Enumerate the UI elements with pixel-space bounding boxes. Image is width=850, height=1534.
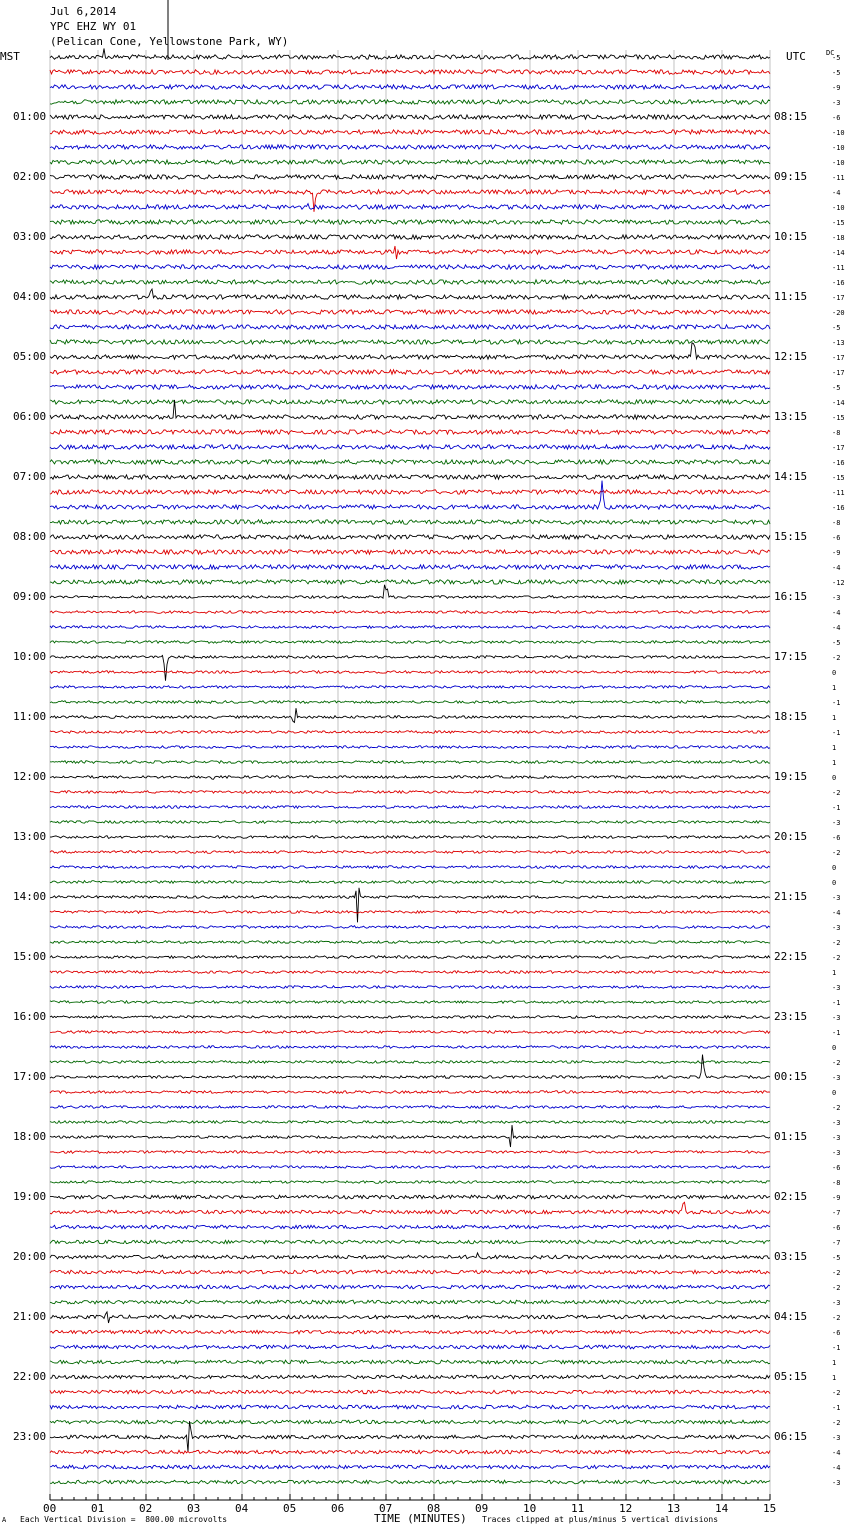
utc-hour-label: 17:15 [774,650,808,663]
dc-offset-label: 0 [832,864,837,872]
trace-32 [50,535,770,539]
dc-offset-label: 1 [832,714,837,722]
trace-78 [50,1225,770,1229]
trace-36 [50,585,770,599]
trace-92 [50,1421,770,1452]
left-timezone-label: MST [0,50,20,63]
trace-65 [50,1031,770,1034]
x-tick-label: 04 [235,1502,249,1515]
dc-offset-label: -5 [832,54,841,62]
dc-offset-label: -6 [832,834,841,842]
scale-note: Each Vertical Division = 800.00 microvolts [20,1515,228,1524]
dc-offset-label: -11 [832,174,845,182]
dc-offset-label: -1 [832,699,841,707]
trace-18 [50,325,770,329]
trace-60 [50,956,770,959]
trace-10 [50,204,770,210]
dc-offset-label: 1 [832,1374,837,1382]
dc-offset-label: -1 [832,804,841,812]
dc-offset-label: -3 [832,1299,841,1307]
mst-hour-label: 13:00 [13,830,47,843]
x-tick-label: 07 [379,1502,393,1515]
dc-offset-label: -4 [832,624,841,632]
dc-offset-label: -7 [832,1209,841,1217]
trace-86 [50,1345,770,1349]
mst-hour-label: 18:00 [13,1130,47,1143]
dc-offset-label: -2 [832,849,841,857]
dc-offset-label: -6 [832,534,841,542]
trace-66 [50,1046,770,1049]
x-tick-label: 09 [475,1502,489,1515]
mst-hour-label: 12:00 [13,770,47,783]
dc-offset-label: -16 [832,279,845,287]
dc-offset-label: -4 [832,609,841,617]
trace-57 [50,911,770,914]
trace-63 [50,1001,770,1004]
dc-offset-label: -3 [832,1119,841,1127]
dc-offset-label: -11 [832,264,845,272]
dc-offset-label: -17 [832,354,845,362]
trace-87 [50,1360,770,1364]
trace-82 [50,1285,770,1289]
trace-1 [50,70,770,74]
dc-offset-label: -2 [832,654,841,662]
dc-offset-label: -16 [832,459,845,467]
dc-offset-label: -3 [832,1149,841,1157]
utc-hour-label: 00:15 [774,1070,808,1083]
mst-hour-label: 11:00 [13,710,47,723]
dc-offset-label: -13 [832,339,845,347]
utc-hour-label: 13:15 [774,410,808,423]
trace-26 [50,445,770,449]
trace-85 [50,1330,770,1334]
dc-offset-label: 1 [832,969,837,977]
mst-hour-label: 21:00 [13,1310,47,1323]
trace-88 [50,1375,770,1379]
utc-hour-label: 04:15 [774,1310,808,1323]
right-timezone-label: UTC [786,50,806,63]
dc-offset-label: -3 [832,1134,841,1142]
x-tick-label: 14 [715,1502,729,1515]
utc-hour-label: 08:15 [774,110,808,123]
trace-93 [50,1450,770,1454]
trace-6 [50,145,770,149]
trace-43 [50,701,770,704]
dc-offset-label: 1 [832,744,837,752]
mst-hour-label: 17:00 [13,1070,47,1083]
dc-offset-label: -4 [832,909,841,917]
utc-hour-label: 05:15 [774,1370,808,1383]
dc-offset-label: -1 [832,1404,841,1412]
x-tick-label: 12 [619,1502,633,1515]
trace-83 [50,1300,770,1304]
dc-offset-label: -3 [832,894,841,902]
dc-offset-label: 0 [832,879,837,887]
dc-offset-label: -15 [832,414,845,422]
dc-offset-label: -9 [832,1194,841,1202]
dc-offset-label: -6 [832,1164,841,1172]
dc-offset-label: 1 [832,1359,837,1367]
trace-50 [50,806,770,809]
trace-68 [50,1055,770,1079]
trace-2 [50,85,770,89]
dc-offset-label: -8 [832,429,841,437]
dc-offset-label: -14 [832,399,845,407]
trace-37 [50,611,770,614]
dc-offset-label: -2 [832,1389,841,1397]
utc-hour-label: 01:15 [774,1130,808,1143]
utc-hour-label: 10:15 [774,230,808,243]
mst-hour-label: 05:00 [13,350,47,363]
dc-offset-label: -2 [832,789,841,797]
dc-offset-label: -8 [832,1179,841,1187]
dc-offset-label: -20 [832,309,845,317]
x-tick-label: 02 [139,1502,153,1515]
trace-61 [50,971,770,974]
dc-offset-label: -6 [832,114,841,122]
station-code: YPC EHZ WY 01 [50,20,137,33]
trace-9 [50,190,770,212]
dc-offset-label: -3 [832,99,841,107]
trace-23 [50,400,770,404]
trace-80 [50,1253,770,1259]
mst-hour-label: 10:00 [13,650,47,663]
dc-offset-label: -17 [832,444,845,452]
trace-54 [50,866,770,869]
dc-offset-label: -2 [832,1104,841,1112]
trace-11 [50,220,770,224]
x-tick-label: 01 [91,1502,105,1515]
trace-84 [50,1312,770,1323]
dc-offset-label: -2 [832,1059,841,1067]
trace-73 [50,1151,770,1154]
utc-hour-label: 02:15 [774,1190,808,1203]
trace-22 [50,385,770,389]
trace-48 [50,776,770,780]
dc-offset-label: 1 [832,759,837,767]
dc-offset-label: -5 [832,1254,841,1262]
utc-hour-label: 15:15 [774,530,808,543]
trace-13 [50,246,770,259]
dc-offset-label: 0 [832,669,837,677]
utc-hour-label: 06:15 [774,1430,808,1443]
trace-56 [50,888,770,923]
trace-25 [50,430,770,434]
trace-27 [50,460,770,464]
trace-30 [50,481,770,510]
dc-offset-label: -17 [832,294,845,302]
trace-94 [50,1465,770,1469]
dc-offset-label: -3 [832,1479,841,1487]
trace-8 [50,175,770,179]
dc-offset-label: -9 [832,84,841,92]
x-tick-label: 00 [43,1502,57,1515]
dc-offset-label: -8 [832,519,841,527]
trace-16 [50,289,770,299]
dc-offset-label: -10 [832,144,845,152]
trace-55 [50,881,770,884]
dc-offset-label: -5 [832,639,841,647]
trace-90 [50,1405,770,1409]
x-tick-label: 03 [187,1502,201,1515]
mst-hour-label: 23:00 [13,1430,47,1443]
dc-offset-label: -2 [832,954,841,962]
utc-hour-label: 03:15 [774,1250,808,1263]
utc-hour-label: 14:15 [774,470,808,483]
trace-58 [50,926,770,929]
dc-offset-label: -4 [832,1449,841,1457]
dc-offset-label: -2 [832,939,841,947]
x-tick-label: 11 [571,1502,585,1515]
dc-offset-label: -3 [832,1074,841,1082]
mst-hour-label: 20:00 [13,1250,47,1263]
mst-hour-label: 07:00 [13,470,47,483]
trace-20 [50,343,770,359]
utc-hour-label: 21:15 [774,890,808,903]
x-axis-ticks [50,1494,770,1500]
dc-offset-label: -3 [832,819,841,827]
trace-44 [50,708,770,722]
mst-hour-label: 08:00 [13,530,47,543]
dc-offset-label: -3 [832,984,841,992]
mst-hour-label: 03:00 [13,230,47,243]
trace-34 [50,565,770,569]
trace-47 [50,761,770,764]
trace-74 [50,1166,770,1169]
trace-21 [50,370,770,374]
dc-offset-label: -7 [832,1239,841,1247]
seismic-traces [50,49,770,1484]
dc-offset-label: -15 [832,474,845,482]
x-tick-label: 06 [331,1502,345,1515]
clip-note: Traces clipped at plus/minus 5 vertical divisions [482,1515,719,1524]
trace-76 [50,1195,770,1199]
utc-hour-label: 18:15 [774,710,808,723]
dc-offset-label: -4 [832,189,841,197]
utc-hour-label: 22:15 [774,950,808,963]
mst-hour-label: 04:00 [13,290,47,303]
dc-offset-label: -4 [832,564,841,572]
dc-offset-label: -6 [832,1224,841,1232]
dc-offset-label: 0 [832,1044,837,1052]
utc-hour-label: 20:15 [774,830,808,843]
mst-hour-label: 16:00 [13,1010,47,1023]
utc-hour-label: 23:15 [774,1010,808,1023]
dc-offset-label: -9 [832,549,841,557]
trace-46 [50,746,770,749]
dc-offset-label: -6 [832,1329,841,1337]
trace-71 [50,1121,770,1124]
dc-offset-label: 0 [832,774,837,782]
station-location: (Pelican Cone, Yellowstone Park, WY) [50,35,289,48]
mst-hour-label: 02:00 [13,170,47,183]
trace-91 [50,1420,770,1424]
dc-column-label: DC [826,49,835,57]
x-tick-label: 13 [667,1502,681,1515]
utc-hour-label: 09:15 [774,170,808,183]
dc-offset-label: 1 [832,684,837,692]
dc-offset-label: -18 [832,234,845,242]
trace-12 [50,235,770,239]
trace-89 [50,1390,770,1394]
trace-3 [50,100,770,104]
mst-hour-label: 15:00 [13,950,47,963]
dc-offset-label: -15 [832,219,845,227]
dc-offset-label: -3 [832,924,841,932]
mst-hour-label: 06:00 [13,410,47,423]
trace-31 [50,520,770,524]
dc-offset-label: -2 [832,1284,841,1292]
dc-offset-label: -10 [832,204,845,212]
trace-72 [50,1125,770,1147]
dc-offset-label: -10 [832,129,845,137]
trace-67 [50,1061,770,1064]
utc-hour-label: 11:15 [774,290,808,303]
trace-51 [50,821,770,824]
trace-45 [50,731,770,734]
dc-offset-label: -2 [832,1419,841,1427]
mst-hour-label: 19:00 [13,1190,47,1203]
trace-95 [50,1480,770,1484]
trace-75 [50,1181,770,1184]
trace-70 [50,1106,770,1109]
dc-offset-label: -5 [832,384,841,392]
x-tick-label: 10 [523,1502,537,1515]
trace-33 [50,550,770,554]
dc-offset-label: -2 [832,1269,841,1277]
trace-42 [50,686,770,689]
trace-62 [50,986,770,989]
dc-offset-label: -1 [832,1029,841,1037]
trace-81 [50,1270,770,1274]
dc-offset-label: -1 [832,999,841,1007]
record-date: Jul 6,2014 [50,5,117,18]
dc-offset-label: -3 [832,1434,841,1442]
utc-hour-label: 12:15 [774,350,808,363]
dc-offset-label: -12 [832,579,845,587]
trace-49 [50,791,770,794]
trace-19 [50,340,770,344]
dc-offset-label: 0 [832,1089,837,1097]
mst-hour-label: 01:00 [13,110,47,123]
x-tick-label: 15 [763,1502,777,1515]
trace-64 [50,1016,770,1019]
trace-29 [50,490,770,494]
utc-hour-label: 16:15 [774,590,808,603]
trace-35 [50,580,770,584]
trace-17 [50,310,770,314]
dc-offset-label: -10 [832,159,845,167]
trace-59 [50,941,770,944]
trace-79 [50,1240,770,1244]
dc-offset-label: -14 [832,249,845,257]
x-tick-label: 08 [427,1502,441,1515]
trace-69 [50,1091,770,1094]
dc-offset-label: -1 [832,729,841,737]
dc-offset-label: -5 [832,324,841,332]
trace-5 [50,130,770,134]
x-axis-title: TIME (MINUTES) [374,1512,467,1525]
trace-4 [50,115,770,119]
trace-28 [50,475,770,479]
dc-offset-label: -11 [832,489,845,497]
dc-offset-label: -3 [832,1014,841,1022]
trace-41 [50,671,770,674]
trace-53 [50,851,770,854]
trace-38 [50,626,770,629]
mst-hour-label: 22:00 [13,1370,47,1383]
trace-7 [50,160,770,164]
trace-77 [50,1202,770,1214]
trace-0 [50,49,770,60]
dc-offset-label: -16 [832,504,845,512]
mst-hour-label: 14:00 [13,890,47,903]
dc-offset-label: -4 [832,1464,841,1472]
mst-hour-label: 09:00 [13,590,47,603]
trace-39 [50,641,770,644]
dc-offset-label: -5 [832,69,841,77]
dc-offset-label: -2 [832,1314,841,1322]
trace-40 [50,656,770,681]
trace-15 [50,280,770,284]
dc-offset-label: -1 [832,1344,841,1352]
dc-offset-label: -3 [832,594,841,602]
corner-mark: A [2,1516,7,1524]
dc-offset-label: -17 [832,369,845,377]
trace-52 [50,836,770,839]
utc-hour-label: 19:15 [774,770,808,783]
trace-14 [50,265,770,269]
x-tick-label: 05 [283,1502,297,1515]
